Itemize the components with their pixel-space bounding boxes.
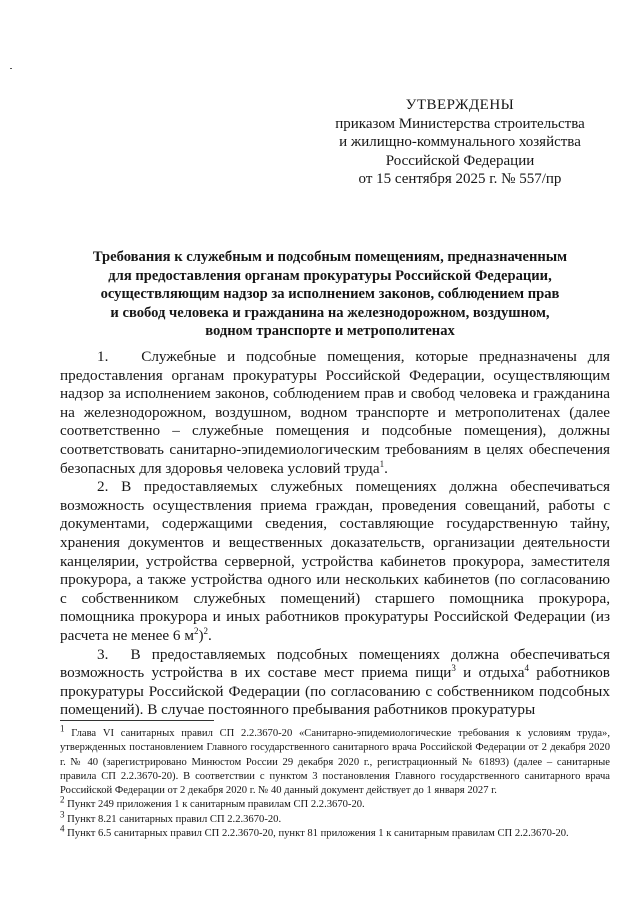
footnote-number: 1 <box>60 723 65 734</box>
footnote-text: Пункт 8.21 санитарных правил СП 2.2.3670-20. <box>67 813 282 825</box>
title-line: осуществляющим надзор за исполнением законов, соблюдением прав <box>100 286 560 302</box>
footnote-2 <box>60 794 610 812</box>
footnote-text: Пункт 249 приложения 1 к санитарным правилам СП 2.2.3670-20. <box>67 799 365 811</box>
title-line: для предоставления органам прокуратуры Российской Федерации, <box>108 267 552 284</box>
paragraph-1 <box>60 348 610 478</box>
paragraph-2 <box>60 478 610 645</box>
document-body <box>60 348 610 720</box>
approval-line: Российской Федерации <box>385 152 535 169</box>
footnote-number: 2 <box>60 794 65 805</box>
approval-heading: УТВЕРЖДЕНЫ <box>405 97 515 113</box>
paragraph-1-text: 1. Служебные и подсобные помещения, которые предназначены для предоставления органам прокуратуры Российской Федерации, осуществляющим надзор за исполнением законов, соблюдением прав и свобод человека и гражданина на железнодорожном, воздушном, водном транспорте и метрополитенах (далее соответственно – служебные помещения и подсобные помещения), должны соответствовать санитарно-эпидемиологическим требованиям в целях обеспечения безопасных для здоровья человека условий труда <box>60 348 610 477</box>
title-line: водном транспорте и метрополитенах <box>205 323 455 339</box>
scan-mark <box>10 68 12 69</box>
title-line: и свобод человека и гражданина на железнодорожном, воздушном, <box>110 304 550 321</box>
footnote-4 <box>60 823 610 841</box>
paragraph-3-text-c: работников прокуратуры Российской Федерации (по согласованию с собственником подсобных помещений). В случае постоянного пребывания работников прокуратуры <box>60 664 610 719</box>
footnote-ref-4: 4 <box>524 663 529 674</box>
title-line: Требования к служебным и подсобным помещениям, предназначенным <box>92 249 568 265</box>
paragraph-3-text-a: 3. В предоставляемых подсобных помещениях должна обеспечиваться возможность устройства в их составе мест приема пищи <box>60 645 610 682</box>
footnote-text: Пункт 6.5 санитарных правил СП 2.2.3670-20, пункт 81 приложения 1 к санитарным правилам СП 2.2.3670-20. <box>67 828 569 840</box>
square-exponent: 2 <box>193 625 199 636</box>
footnote-ref-2: 2 <box>203 625 208 636</box>
approval-line: приказом Министерства строительства <box>335 115 585 132</box>
paragraph-2-end: . <box>208 626 212 644</box>
approval-line: и жилищно-коммунального хозяйства <box>339 134 581 150</box>
paragraph-3-text-b: и отдыха <box>455 664 525 682</box>
footnotes <box>60 723 610 841</box>
approval-line: от 15 сентября 2025 г. № 557/пр <box>358 171 562 187</box>
footnote-number: 4 <box>60 823 65 834</box>
footnote-ref-1: 1 <box>379 458 385 469</box>
footnote-text: Глава VI санитарных правил СП 2.2.3670-20 «Санитарно-эпидемиологические требования к условиям труда», утвержденных постановлением Главного государственного санитарного врача Российской Федерации от 2 декабря 2020 г. № 40 (зарегистрировано Минюстом России 29 декабря 2020 г., регистрационный № 61893) (далее – санитарные правила СП 2.2.3670-20). В соответствии с пунктом 3 постановления Главного государственного санитарного врача Российской Федерации от 2 декабря 2020 г. № 40 данный документ действует до 1 января 2027 г. <box>60 728 610 797</box>
document-title <box>60 248 600 341</box>
approval-block <box>320 96 600 189</box>
paragraph-2-text: 2. В предоставляемых служебных помещениях должна обеспечиваться возможность осуществления приема граждан, проведения совещаний, работы с документами, содержащими сведения, составляющие государственную тайну, хранения документов и вещественных доказательств, организации деятельности канцелярии, устройства серверной, устройства кабинетов прокурора, заместителя прокурора, а также устройства одного или нескольких кабинетов (по согласованию с собственником служебных помещений) старшего помощника прокурора, помощника прокурора и иных работников прокуратуры Российской Федерации (из расчета не менее 6 м <box>60 478 610 644</box>
footnote-ref-3: 3 <box>451 663 456 674</box>
footnote-separator <box>60 720 214 721</box>
footnote-number: 3 <box>60 809 65 820</box>
paragraph-3 <box>60 646 610 720</box>
paragraph-2-close: ) <box>198 626 204 644</box>
footnote-3 <box>60 809 610 827</box>
paragraph-1-end: . <box>384 459 388 477</box>
footnote-1 <box>60 723 610 798</box>
